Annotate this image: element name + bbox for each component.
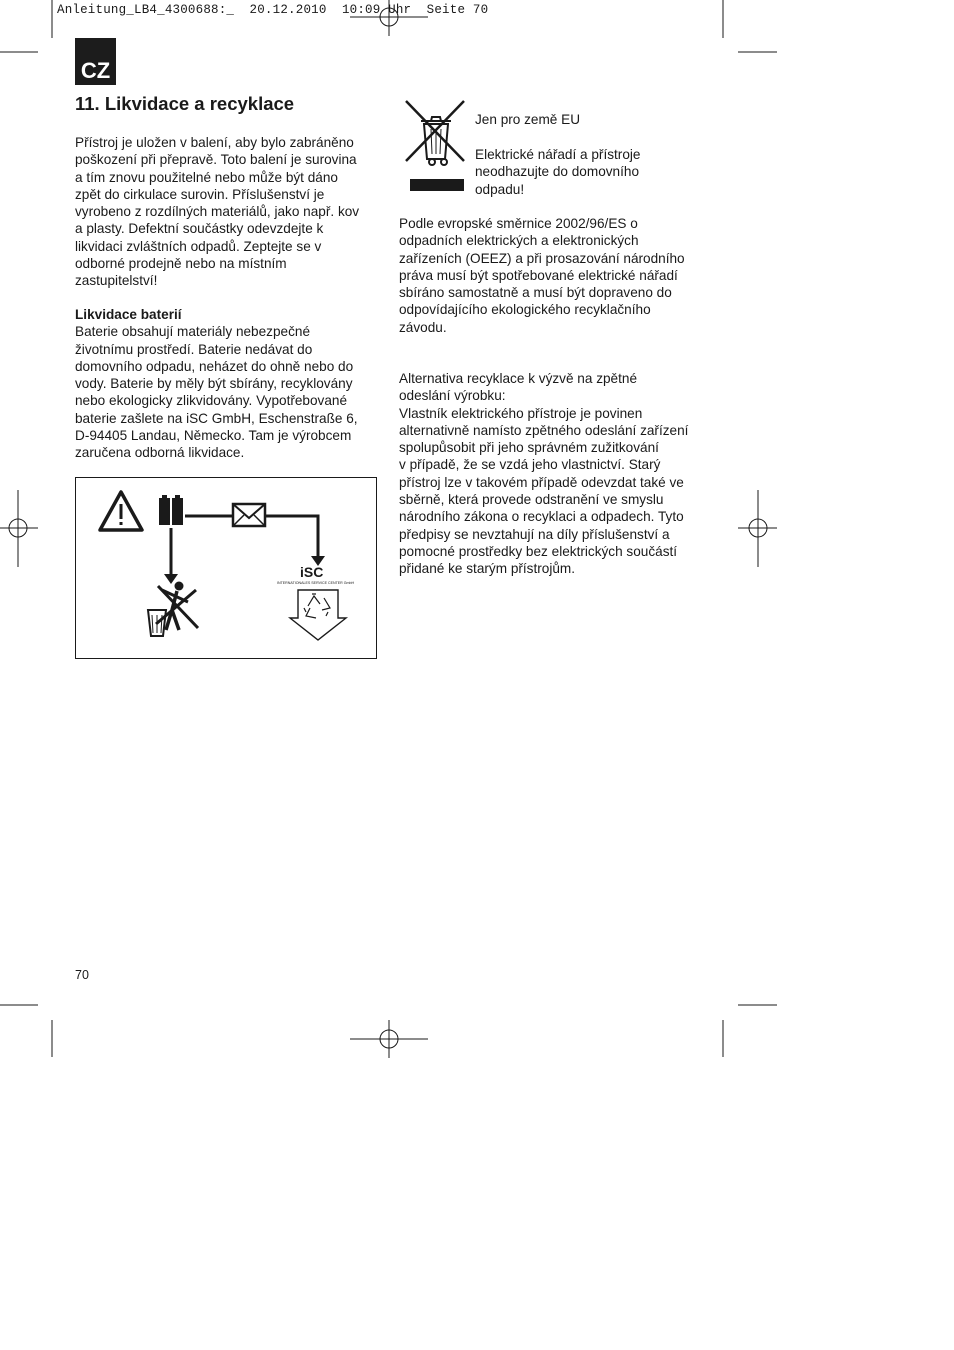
text-line: Podle evropské směrnice 2002/96/ES o: [399, 216, 638, 231]
text-line: životnímu prostředí. Baterie nedávat do: [75, 341, 313, 357]
battery-section: [75, 306, 358, 462]
text-line: vody. Baterie by měly být sbírány, recyklovány: [75, 376, 353, 392]
text-line: odpovídajícího ekologického recyklačního: [399, 302, 651, 318]
text-line: zaručena odborná likvidace.: [75, 445, 245, 461]
text-line: přidané ke starým přístrojům.: [399, 561, 576, 577]
section-title: 11. Likvidace a recyklace: [75, 93, 295, 114]
eu-label: [475, 111, 580, 128]
text-line: sběrně, která provede odstranění ve smyslu: [399, 492, 664, 508]
text-line: v případě, že se vzdá jeho vlastnictví. Starý: [399, 457, 661, 473]
text-line: odeslání výrobku:: [399, 388, 506, 404]
text-line: a plasty. Defektní součástky odevzdejte k: [75, 221, 324, 237]
text-line: zastupitelství!: [75, 273, 158, 289]
text-line: pomocné prostředky bez elektrických součástí: [399, 543, 678, 559]
text-line: Baterie obsahují materiály nebezpečné: [75, 324, 311, 340]
text-line: spolupůsobit při jeho správném zužitkování: [399, 440, 659, 456]
text-line: odborné prodejně nebo na místním: [75, 256, 287, 272]
text-line: přístroj lze v takovém případě odevzdat také ve: [399, 474, 684, 490]
isc-logo-text: iSC: [300, 564, 324, 580]
text-line: a tím znovu použitelné nebo může být dáno: [75, 169, 338, 185]
text-line: alternativně namísto zpětného odeslání zařízení: [399, 422, 689, 438]
text-line: zpět do cirkulace surovin. Příslušenství je: [75, 186, 325, 202]
text-line: Elektrické nářadí a přístroje: [475, 147, 641, 162]
alternative-recycling-paragraph: [399, 370, 688, 578]
text-line: vyrobeno z rozdílných materiálů, jako např. kov: [75, 204, 360, 220]
text-line: Vlastník elektrického přístroje je povinen: [399, 405, 643, 421]
text-line: předpisy se nevztahují na díly příslušenství a: [399, 526, 670, 542]
text-line: sbíráno samostatně a musí být dopraveno do: [399, 285, 672, 301]
weee-bin-icon: [404, 99, 466, 193]
text-line: Alternativa recyklace k výzvě na zpětné: [399, 371, 638, 386]
text-line: poškození při přepravě. Toto balení je surovina: [75, 152, 357, 168]
text-line: neodhazujte do domovního: [475, 164, 640, 180]
directive-paragraph: [399, 215, 685, 336]
envelope-icon: [233, 504, 265, 526]
text-line: práva musí být spotřebované elektrické nářadí: [399, 267, 678, 283]
page-number: 70: [75, 968, 89, 982]
text-line: Jen pro země EU: [475, 112, 581, 127]
weee-warning: [475, 146, 640, 198]
text-line: Přístroj je uložen v balení, aby bylo zabráněno: [75, 135, 354, 150]
language-badge: CZ: [75, 38, 116, 85]
text-line: národního zákona o recyklaci a odpadech. Tyto: [399, 509, 684, 525]
battery-icon: [159, 495, 183, 525]
warning-triangle-icon: [100, 492, 142, 530]
battery-disposal-diagram: [75, 477, 377, 659]
text-line: závodu.: [399, 319, 447, 335]
text-line: domovního odpadu, neházet do ohně nebo do: [75, 358, 354, 374]
packaging-paragraph: [75, 134, 359, 290]
text-line: odpadních elektrických a elektronických: [399, 233, 639, 249]
text-line: baterie zašlete na iSC GmbH, Eschenstraße 6,: [75, 410, 358, 426]
diagram-graphic: [76, 478, 376, 658]
print-header: Anleitung_LB4_4300688:_ 20.12.2010 10:09 Uhr Seite 70: [57, 3, 489, 17]
text-line: nebo ekologicky zlikvidovány. Vypotřebované: [75, 393, 348, 409]
battery-heading: Likvidace baterií: [75, 307, 182, 322]
isc-recycling-icon: [277, 564, 355, 640]
text-line: likvidaci zvláštních odpadů. Zeptejte se v: [75, 238, 322, 254]
no-trash-icon: [148, 582, 198, 637]
text-line: zařízeních (OEEZ) a při prosazování národního: [399, 250, 685, 266]
text-line: odpadu!: [475, 181, 525, 197]
isc-small-text: INTERNATIONALES SERVICE CENTER GmbH: [277, 581, 355, 585]
text-line: D-94405 Landau, Německo. Tam je výrobcem: [75, 428, 352, 444]
